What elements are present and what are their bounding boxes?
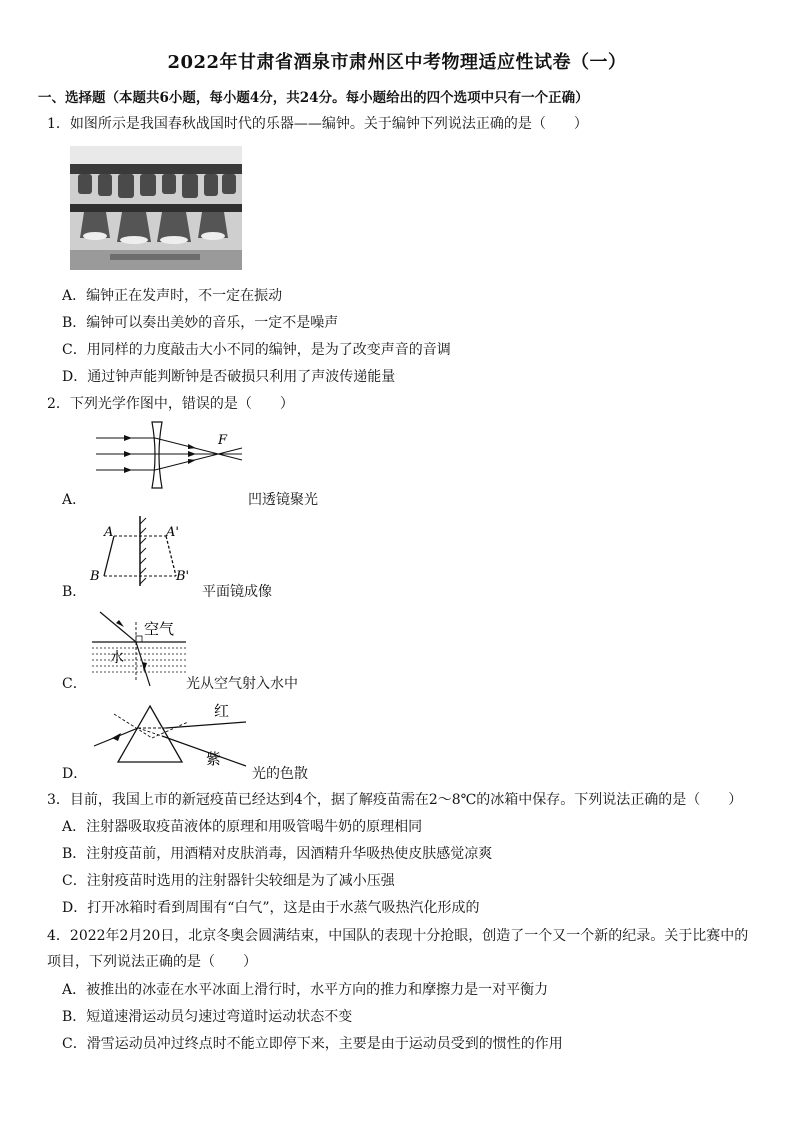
q2-option-a-letter: A． (62, 492, 87, 508)
q3-option-d: D．打开冰箱时看到周围有“白气”，这是由于水蒸气吸热汽化形成的 (62, 900, 480, 916)
question-2-stem: 2．下列光学作图中，错误的是（ ） (47, 396, 294, 412)
q2-option-b-caption: 平面镜成像 (202, 584, 272, 600)
q3-option-b: B．注射疫苗前，用酒精对皮肤消毒，因酒精升华吸热使皮肤感觉凉爽 (62, 846, 493, 862)
q4-option-c: C．滑雪运动员冲过终点时不能立即停下来，主要是由于运动员受到的惯性的作用 (62, 1036, 563, 1052)
label-a: A (104, 525, 114, 540)
question-4-stem-line2: 项目，下列说法正确的是（ ） (47, 954, 257, 970)
q1-option-c: C．用同样的力度敲击大小不同的编钟，是为了改变声音的音调 (62, 342, 451, 358)
page-title: 2022年甘肃省酒泉市肃州区中考物理适应性试卷（一） (167, 52, 627, 73)
q1-option-d: D．通过钟声能判断钟是否破损只利用了声波传递能量 (62, 369, 396, 385)
label-b: B (90, 569, 100, 584)
concave-lens-diagram (92, 418, 252, 492)
plane-mirror-diagram (86, 514, 198, 588)
q3-option-a: A．注射器吸取疫苗液体的原理和用吸管喝牛奶的原理相同 (62, 819, 423, 835)
water-label: 水 (110, 650, 124, 666)
label-a-prime: A' (166, 525, 179, 540)
q2-option-b-letter: B． (62, 584, 87, 600)
q4-option-a: A．被推出的冰壶在水平冰面上滑行时，水平方向的推力和摩擦力是一对平衡力 (62, 982, 549, 998)
focus-label: F (218, 433, 228, 448)
q1-option-b: B．编钟可以奏出美妙的音乐，一定不是噪声 (62, 315, 339, 331)
q1-option-a: A．编钟正在发声时，不一定在振动 (62, 288, 283, 304)
q2-option-a-caption: 凹透镜聚光 (248, 492, 318, 508)
question-3-stem: 3．目前，我国上市的新冠疫苗已经达到4个，据了解疫苗需在2～8℃的冰箱中保存。下列说法正确的是（ ） (47, 792, 743, 808)
q2-option-d-letter: D． (62, 766, 88, 782)
violet-label: 紫 (206, 750, 222, 768)
prism-dispersion-diagram (92, 700, 252, 780)
question-4-stem-line1: 4．2022年2月20日，北京冬奥会圆满结束，中国队的表现十分抢眼，创造了一个又一个新的纪录。关于比赛中的 (47, 928, 749, 944)
label-b-prime: B' (176, 569, 190, 584)
question-1-stem: 1．如图所示是我国春秋战国时代的乐器——编钟。关于编钟下列说法正确的是（ ） (47, 116, 588, 132)
q2-option-c-caption: 光从空气射入水中 (186, 676, 298, 692)
q2-option-c-letter: C． (62, 676, 87, 692)
bianzhong-photo (70, 146, 242, 270)
red-label: 红 (214, 702, 230, 720)
section-header: 一、选择题（本题共6小题，每小题4分，共24分。每小题给出的四个选项中只有一个正确） (38, 90, 589, 106)
refraction-diagram (92, 608, 186, 688)
air-label: 空气 (144, 620, 175, 638)
q3-option-c: C．注射疫苗时选用的注射器针尖较细是为了减小压强 (62, 873, 395, 889)
q4-option-b: B．短道速滑运动员匀速过弯道时运动状态不变 (62, 1009, 353, 1025)
q2-option-d-caption: 光的色散 (252, 766, 308, 782)
